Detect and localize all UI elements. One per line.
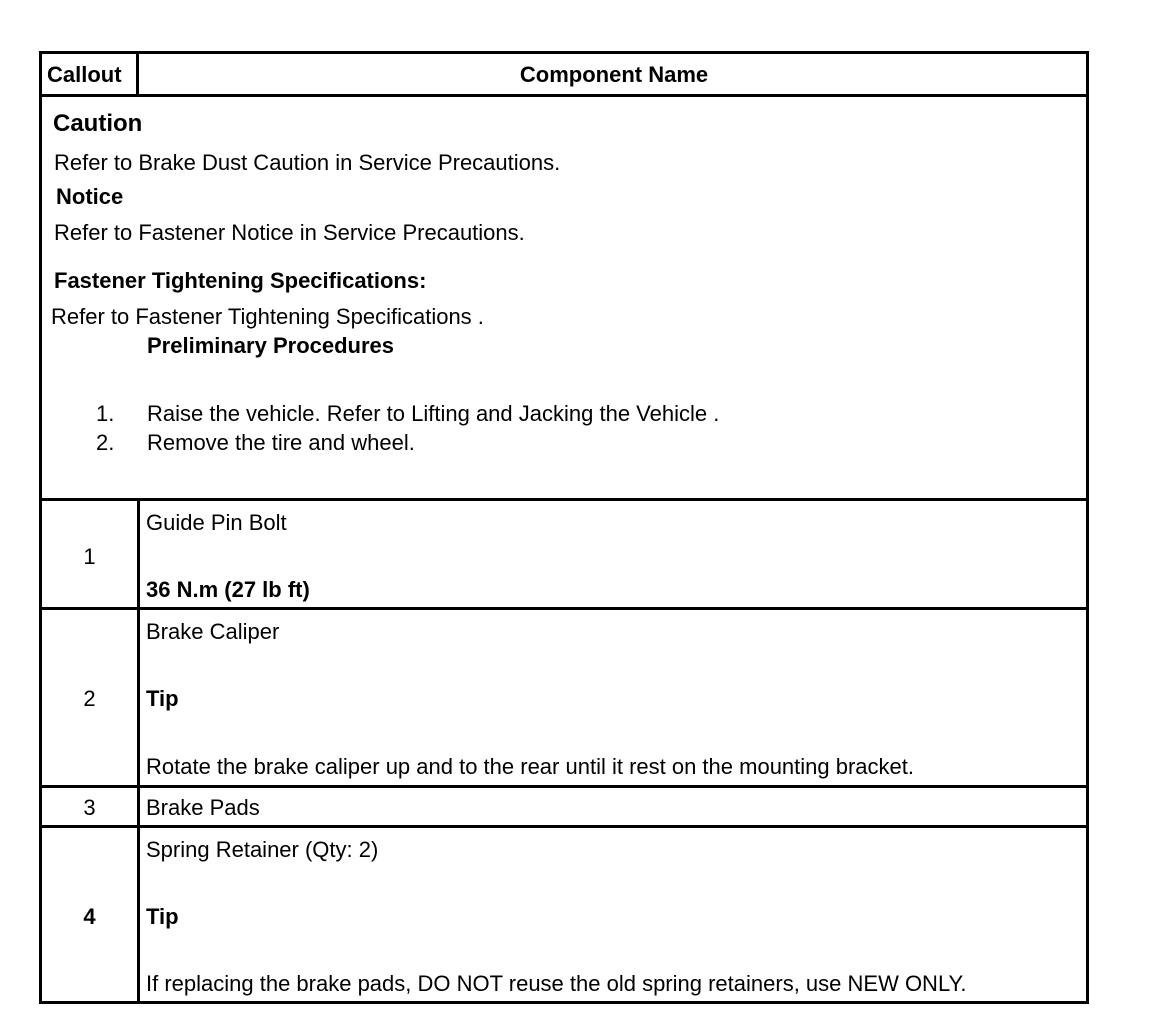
notice-text: Refer to Fastener Notice in Service Precautions.: [54, 220, 525, 245]
callout-divider: [137, 501, 140, 1004]
step-number: 2.: [96, 430, 115, 455]
step-number: 1.: [96, 401, 115, 426]
header-component-name: Component Name: [519, 62, 709, 87]
component-table: [39, 51, 1089, 1004]
header-callout: Callout: [47, 62, 122, 87]
row-tip-text: Rotate the brake caliper up and to the rear until it rest on the mounting bracket.: [146, 754, 915, 779]
row-component-name: Guide Pin Bolt: [146, 510, 287, 535]
step-text: Remove the tire and wheel.: [147, 430, 415, 455]
row-callout: 3: [83, 795, 96, 820]
caution-title: Caution: [53, 110, 143, 137]
preliminary-title: Preliminary Procedures: [147, 333, 395, 358]
row-torque-spec: 36 N.m (27 lb ft): [146, 577, 310, 602]
intro-bottom-line: [42, 498, 1086, 501]
row-callout: 1: [83, 544, 96, 569]
row-divider: [42, 825, 1086, 828]
row-tip-text: If replacing the brake pads, DO NOT reuse the old spring retainers, use NEW ONLY.: [146, 971, 967, 996]
notice-title: Notice: [56, 184, 124, 209]
row-callout: 4: [83, 904, 96, 929]
row-component-name: Spring Retainer (Qty: 2): [146, 837, 379, 862]
row-callout: 2: [83, 686, 96, 711]
row-component-name: Brake Caliper: [146, 619, 280, 644]
step-text: Raise the vehicle. Refer to Lifting and Jacking the Vehicle .: [147, 401, 720, 426]
row-divider: [42, 607, 1086, 610]
header-bottom-line: [42, 94, 1086, 97]
caution-text: Refer to Brake Dust Caution in Service Precautions.: [54, 150, 561, 175]
fastener-text: Refer to Fastener Tightening Specifications .: [51, 304, 484, 329]
fastener-title: Fastener Tightening Specifications:: [54, 268, 427, 293]
row-component-name: Brake Pads: [146, 795, 260, 820]
row-tip-label: Tip: [146, 904, 179, 929]
row-tip-label: Tip: [146, 686, 179, 711]
row-divider: [42, 785, 1086, 788]
